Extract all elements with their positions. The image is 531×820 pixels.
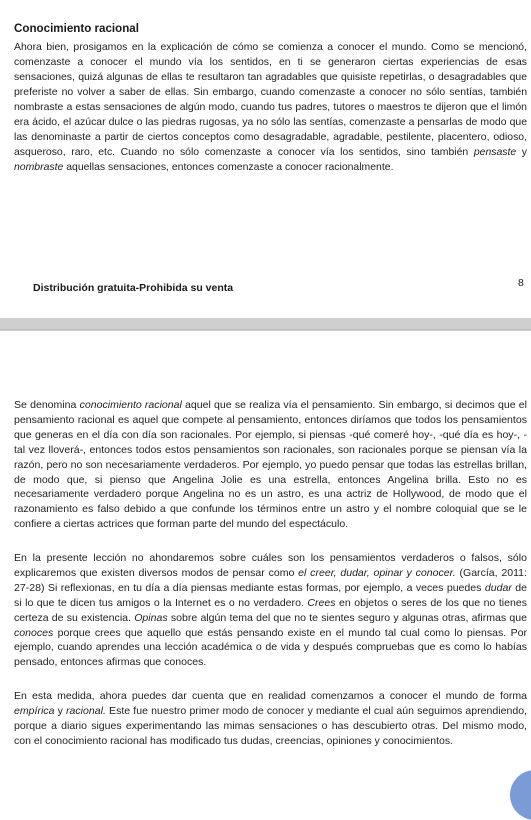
intro-paragraph	[14, 40, 527, 175]
page-separator-line	[0, 329, 531, 330]
text-run: aquel que se realiza vía el pensamiento. Sin embargo, si decimos que el pensamiento racional es aquel que compete al pensamiento, entonces diríamos que todos los pensamientos que generas en el día con día son racionales. Por ejemplo, si piensas -qué comeré hoy-, -qué día es hoy-, -tal vez lloverá-, entonces todos estos pensamientos son racionales, son racionales porque se piensan vía la razón, pero no son necesariamente verdaderos. Por ejemplo, yo puedo pensar que todas las estrellas brillan, de modo que, si pienso que Angelina Jolie es una estrella, entonces Angelina brilla. Esto no es necesariamente verdadero porque Angelina no es un astro, es una actriz de Hollywood, de modo que el razonamiento es falso debido a que confunde los términos entre un astro y el nombre coloquial que se le confiere a ciertas actrices que forman parte del mundo del espectáculo.	[14, 399, 527, 531]
text-run: En la presente lección no ahondaremos sobre cuáles son los pensamientos verdaderos o falsos, sólo explicaremos que existen diversos modos de pensar como	[14, 552, 527, 579]
emphasis-text: nombraste	[14, 162, 64, 173]
emphasis-text: dudar	[484, 581, 512, 594]
emphasis-text: racional.	[66, 704, 106, 717]
paragraph-modos-de-pensar	[14, 551, 527, 670]
text-run: Este fue nuestro primer modo de conocer y mediante el cual aún seguimos aprendiendo, porque a diario sigues experimentando las mimas sensaciones o has descubierto otras. Del mismo modo, con el conocimiento racional has modificado tus dudas, creencias, opiniones y conocimientos.	[14, 704, 527, 747]
emphasis-text: conoces	[14, 626, 54, 639]
text-run: en objetos o seres de los que no tienes certeza de su existencia.	[14, 596, 527, 624]
text-run: aquellas sensaciones, entonces comenzaste a conocer racionalmente.	[63, 162, 394, 173]
emphasis-text: Crees	[307, 596, 336, 609]
paragraph-conocimiento-racional	[14, 398, 527, 532]
text-run: Se denomina	[14, 399, 80, 411]
text-run: y	[54, 704, 67, 717]
page-number: 8	[518, 277, 524, 289]
emphasis-text: empírica	[14, 704, 55, 717]
emphasis-text: el creer, dudar, opinar y conocer.	[298, 566, 456, 579]
text-run: porque crees que aquello que estás pensando existe en el mundo tal cual como lo piensas. Por ejemplo, cuando aprendes una lección académica o de vida y después compruebas que es como lo habías pensado, entonces afirmas que conoces.	[14, 626, 527, 669]
emphasis-text: pensaste	[473, 147, 517, 158]
emphasis-text: conocimiento racional	[79, 399, 182, 411]
text-run: En esta medida, ahora puedes dar cuenta que en realidad comenzamos a conocer el mundo de forma	[14, 690, 527, 702]
text-run: sobre algún tema del que no te sientes seguro y algunas otras, afirmas que	[167, 611, 527, 624]
text-run: (García, 2011: 27-28) Si reflexionas, en tu día a día piensas mediante estas formas, por ejemplo, a veces puedes	[14, 566, 527, 594]
text-run: de si lo que te dicen tus amigos o la Internet es o no verdadero.	[14, 581, 527, 609]
section-title: Conocimiento racional	[14, 22, 139, 35]
paragraph-empirica-racional	[14, 689, 527, 749]
emphasis-text: Opinas	[134, 611, 168, 624]
footer-distribution-note: Distribución gratuita-Prohibida su venta	[33, 282, 234, 294]
text-run: Ahora bien, prosigamos en la explicación de cómo se comienza a conocer el mundo. Como se mencionó, comenzaste a conocer el mundo vía los sentidos, en ti se generaron ciertas experiencias de esas sensaciones, quizá algunas de ellas te resultaron tan agradables que quisiste repetirlas, o desagradables que preferiste no volver a saber de ellas. Sin embargo, cuando comenzaste a conocer no sólo sentías, también nombraste a estas sensaciones de algún modo, cuando tus padres, tutores o maestros te dijeron que el limón era ácido, el azúcar dulce o las piedras rugosas, ya no sólo las sentías, comenzaste a pensarlas de modo que las denominaste a partir de ciertos conceptos como desagradable, agradable, pestilente, placentero, odioso, asqueroso, raro, etc. Cuando no sólo comenzaste a conocer vía los sentidos, sino también	[14, 42, 527, 158]
text-run: y	[516, 147, 527, 158]
